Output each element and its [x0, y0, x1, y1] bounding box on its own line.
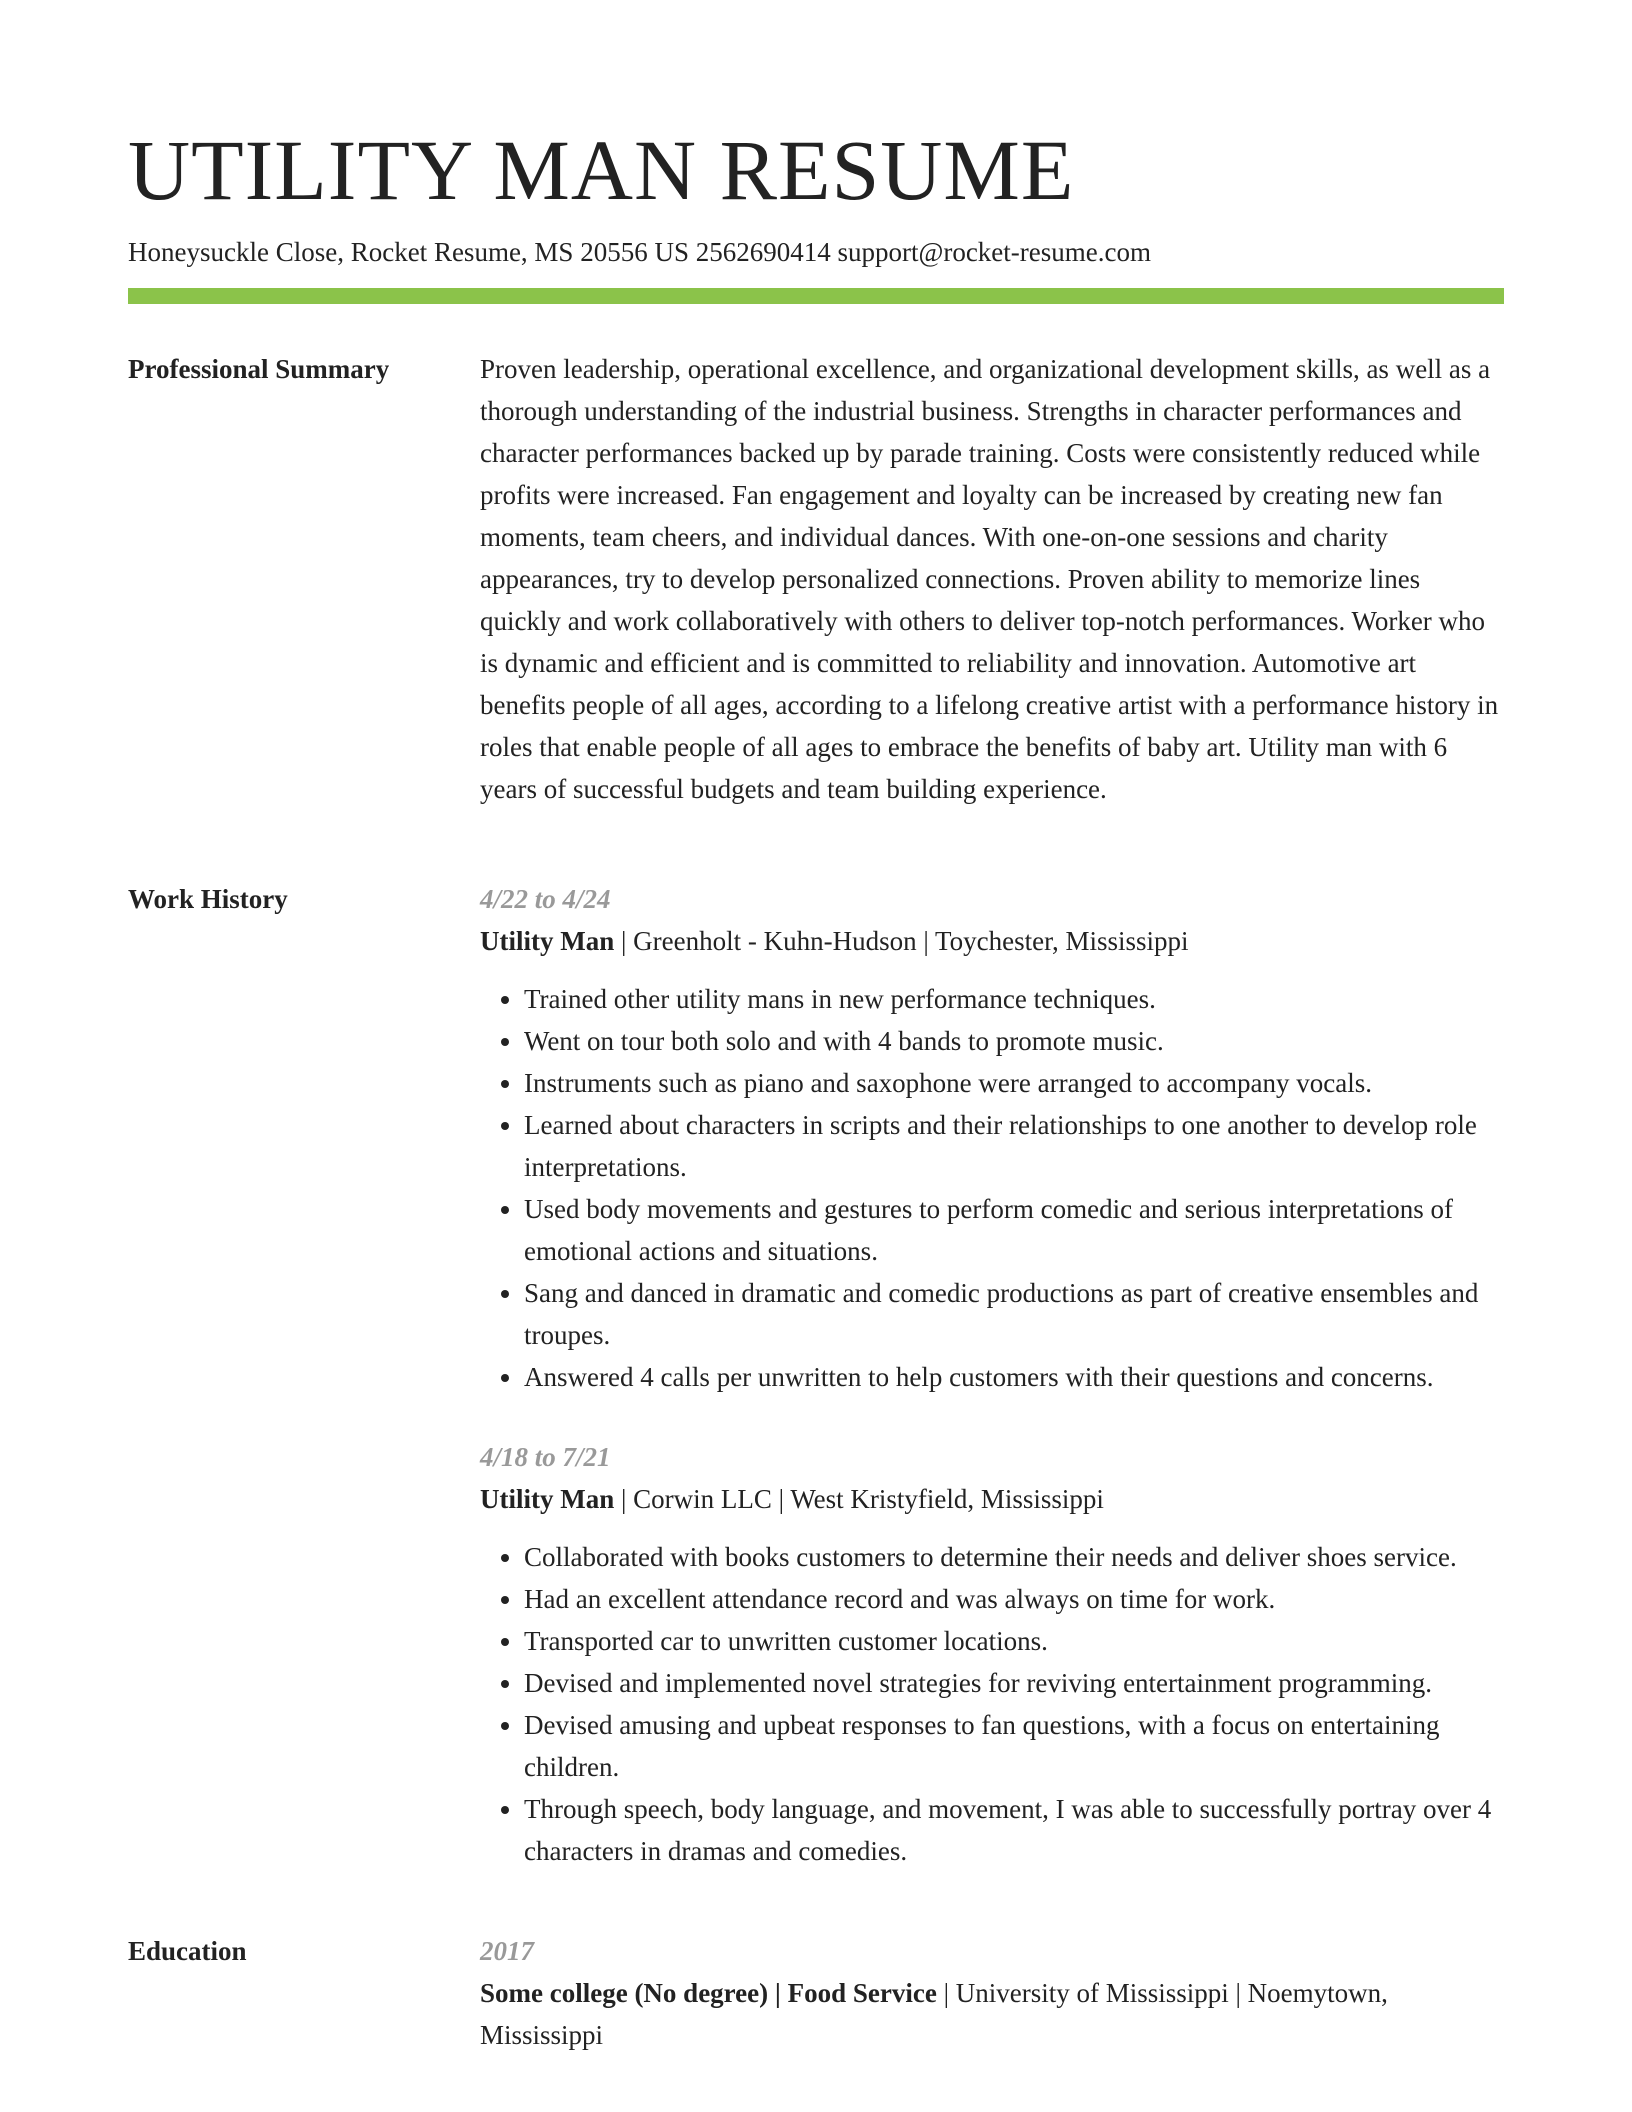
work-history-body	[480, 878, 1504, 1910]
education-details: | University of Mississippi | Noemytown, Mississippi	[480, 1978, 1388, 2050]
summary-body	[480, 348, 1504, 810]
job-role: Utility Man	[480, 1484, 615, 1514]
bullet-item: • Through speech, body language, and movement, I was able to successfully portray over 4 characters in dramas and comedies.	[524, 1788, 1504, 1872]
bullet-item: • Learned about characters in scripts and their relationships to one another to develop role interpretations.	[524, 1104, 1504, 1188]
job-title-line	[480, 920, 1504, 962]
work-history-label: Work History	[128, 884, 288, 914]
education-year: 2017	[480, 1936, 534, 1966]
bullet-item: • Had an excellent attendance record and was always on time for work.	[524, 1578, 1504, 1620]
job-title-line	[480, 1478, 1504, 1520]
job-entry	[480, 1436, 1504, 1872]
bullet-item: • Devised and implemented novel strategies for reviving entertainment programming.	[524, 1662, 1504, 1704]
job-details: | Corwin LLC | West Kristyfield, Mississippi	[614, 1484, 1104, 1514]
education-line	[480, 1972, 1504, 2056]
job-details: | Greenholt - Kuhn-Hudson | Toychester, Mississippi	[614, 926, 1189, 956]
contact-line: Honeysuckle Close, Rocket Resume, MS 20556 US 2562690414 support@rocket-resume.com	[128, 237, 1151, 267]
job-dates: 4/22 to 4/24	[480, 884, 611, 914]
bullet-item: • Transported car to unwritten customer locations.	[524, 1620, 1504, 1662]
header-divider	[128, 288, 1504, 304]
summary-label: Professional Summary	[128, 354, 390, 384]
bullet-item: • Instruments such as piano and saxophone were arranged to accompany vocals.	[524, 1062, 1504, 1104]
education-body	[480, 1930, 1504, 2056]
bullet-item: • Used body movements and gestures to perform comedic and serious interpretations of emotional actions and situations.	[524, 1188, 1504, 1272]
bullet-item: • Devised amusing and upbeat responses to fan questions, with a focus on entertaining children.	[524, 1704, 1504, 1788]
resume-header	[128, 118, 1504, 304]
resume-title: UTILITY MAN RESUME	[128, 122, 1075, 218]
job-role: Utility Man	[480, 926, 615, 956]
summary-text: Proven leadership, operational excellence, and organizational development skills, as well as a thorough understanding of the industrial business. Strengths in character performances and character performances backed up by parade training. Costs were consistently reduced while profits were increased. Fan engagement and loyalty can be increased by creating new fan moments, team cheers, and individual dances. With one-on-one sessions and charity appearances, try to develop personalized connections. Proven ability to memorize lines quickly and work collaboratively with others to deliver top-notch performances. Worker who is dynamic and efficient and is committed to reliability and innovation. Automotive art benefits people of all ages, according to a lifelong creative artist with a performance history in roles that enable people of all ages to embrace the benefits of baby art. Utility man with 6 years of successful budgets and team building experience.	[480, 354, 1499, 804]
bullet-item: • Sang and danced in dramatic and comedic productions as part of creative ensembles and troupes.	[524, 1272, 1504, 1356]
bullet-item: • Collaborated with books customers to determine their needs and deliver shoes service.	[524, 1536, 1504, 1578]
job-dates: 4/18 to 7/21	[480, 1442, 611, 1472]
education-degree: Some college (No degree) | Food Service	[480, 1978, 937, 2008]
job-entry	[480, 878, 1504, 1398]
bullet-item: • Went on tour both solo and with 4 bands to promote music.	[524, 1020, 1504, 1062]
education-label: Education	[128, 1936, 247, 1966]
job-bullets	[480, 1536, 1504, 1872]
bullet-item: • Answered 4 calls per unwritten to help customers with their questions and concerns.	[524, 1356, 1504, 1398]
job-bullets	[480, 978, 1504, 1398]
bullet-item: • Trained other utility mans in new performance techniques.	[524, 978, 1504, 1020]
